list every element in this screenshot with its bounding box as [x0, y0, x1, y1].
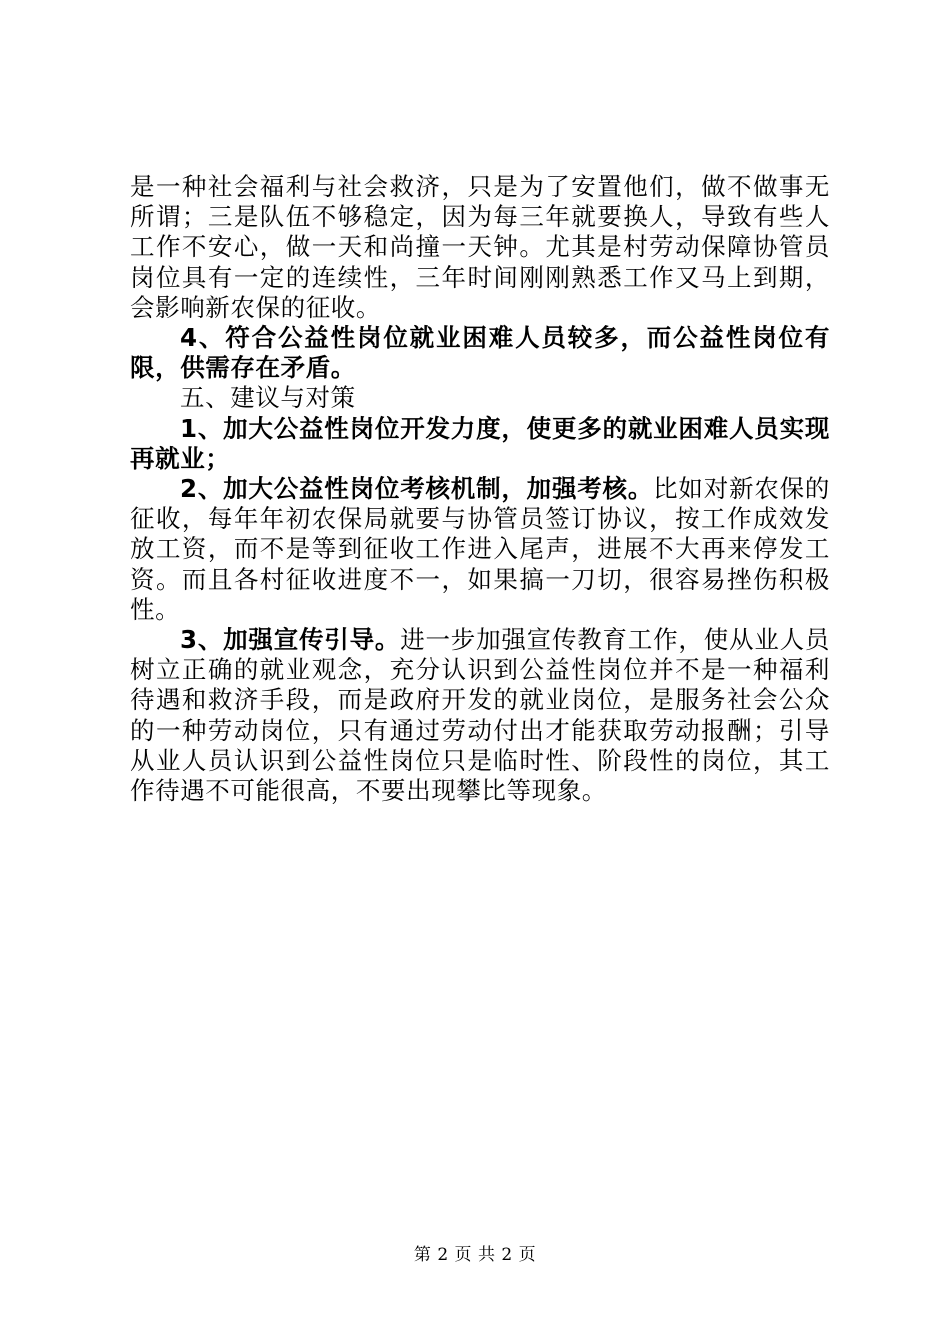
- paragraph-text: 比如对新农保的征收，每年年初农保局就要与协管员签订协议，按工作成效发放工资，而不是等到征收工作进入尾声，进展不大再来停发工资。而且各村征收进度不一，如果搞一刀切，很容易挫伤积极性。: [130, 474, 831, 624]
- section-heading-suggestions: [130, 383, 830, 413]
- page-footer: [0, 1244, 950, 1266]
- document-body: [130, 172, 830, 806]
- paragraph-text: 进一步加强宣传教育工作，使从业人员树立正确的就业观念，充分认识到公益性岗位并不是一种福利待遇和救济手段，而是政府开发的就业岗位，是服务社会公众的一种劳动岗位，只有通过劳动付出才能获取劳动报酬；引导从业人员认识到公益性岗位只是临时性、阶段性的岗位，其工作待遇不可能很高，不要出现攀比等现象。: [130, 625, 831, 806]
- paragraph-suggestion-2: [130, 474, 830, 625]
- paragraph-item-4: [130, 323, 830, 383]
- page-number-label: 第 2 页 共 2 页: [413, 1245, 537, 1265]
- paragraph-bold-lead: 3、加强宣传引导。: [180, 625, 401, 655]
- paragraph-continuation: [130, 172, 830, 323]
- paragraph-suggestion-1: [130, 414, 830, 474]
- paragraph-bold-lead: 4、符合公益性岗位就业困难人员较多，而公益性岗位有限，供需存在矛盾。: [130, 323, 830, 383]
- paragraph-bold-lead: 1、加大公益性岗位开发力度，使更多的就业困难人员实现再就业；: [130, 413, 830, 473]
- paragraph-text: 是一种社会福利与社会救济，只是为了安置他们，做不做事无所谓；三是队伍不够稳定，因为每三年就要换人，导致有些人工作不安心，做一天和尚撞一天钟。尤其是村劳动保障协管员岗位具有一定的连续性，三年时间刚刚熟悉工作又马上到期，会影响新农保的征收。: [130, 172, 830, 322]
- section-heading-text: 五、建议与对策: [180, 383, 356, 413]
- paragraph-bold-lead: 2、加大公益性岗位考核机制，加强考核。: [180, 474, 654, 504]
- paragraph-suggestion-3: [130, 625, 830, 806]
